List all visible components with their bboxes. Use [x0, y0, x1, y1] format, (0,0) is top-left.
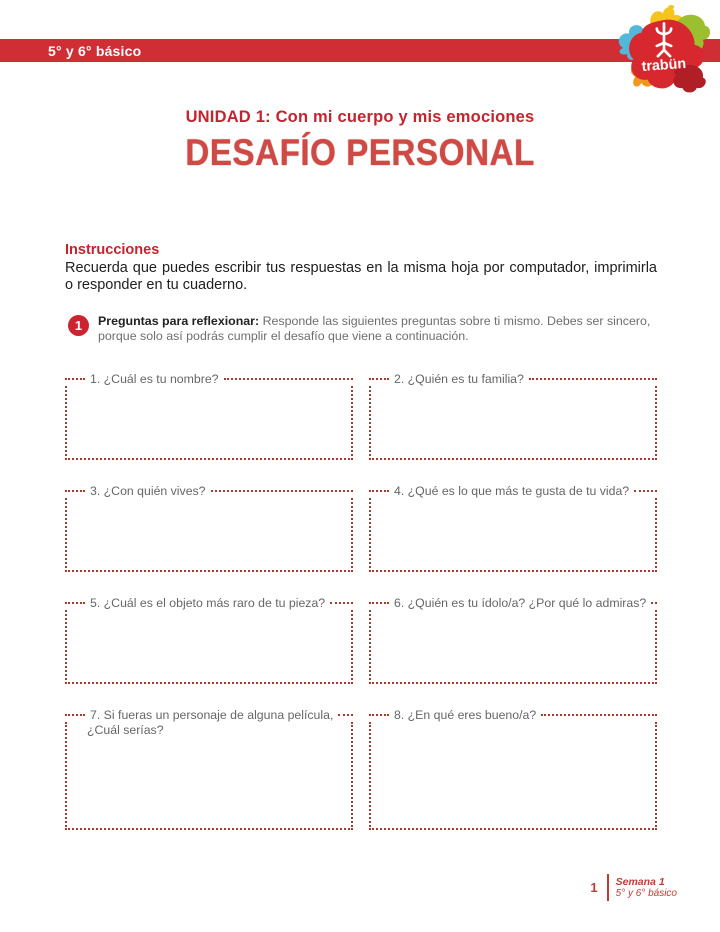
question-label: 7. Si fueras un personaje de alguna película,	[90, 708, 334, 722]
activity-number-badge: 1	[68, 315, 89, 336]
question-box-header	[65, 484, 353, 498]
page-title: DESAFÍO PERSONAL	[185, 132, 535, 173]
footer-week: Semana 1	[615, 875, 665, 888]
unit-number: UNIDAD 1:	[185, 108, 271, 126]
page-footer	[590, 874, 677, 901]
answer-area[interactable]	[369, 386, 657, 460]
activity-instructions: Responde las siguientes preguntas sobre ti mismo. Debes ser sincero, porque solo así podrás cumplir el desafío que viene a continuación.	[98, 314, 651, 343]
dotted-line-lead	[369, 378, 389, 380]
question-box-header	[369, 596, 657, 610]
questions-grid	[65, 372, 657, 830]
dotted-line-fill	[224, 378, 354, 380]
answer-area[interactable]	[65, 722, 353, 830]
answer-area[interactable]	[369, 498, 657, 572]
question-label: 4. ¿Qué es lo que más te gusta de tu vida?	[394, 484, 630, 498]
question-box	[65, 372, 353, 460]
answer-area[interactable]	[369, 610, 657, 684]
question-label-line2: ¿Cuál serías?	[87, 723, 164, 737]
grade-label: 5° y 6° básico	[48, 42, 142, 59]
question-box-header	[369, 708, 657, 722]
dotted-line-lead	[369, 602, 389, 604]
footer-grade: 5° y 6° básico	[615, 887, 677, 899]
question-label: 6. ¿Quién es tu ídolo/a? ¿Por qué lo admiras?	[394, 596, 647, 610]
question-box-header	[369, 484, 657, 498]
activity-description	[98, 314, 656, 344]
question-box-header	[369, 372, 657, 386]
question-box-header	[65, 372, 353, 386]
question-label: 1. ¿Cuál es tu nombre?	[90, 372, 219, 386]
answer-area[interactable]	[65, 498, 353, 572]
answer-area[interactable]	[369, 722, 657, 830]
question-box	[369, 484, 657, 572]
instructions-heading: Instrucciones	[65, 242, 160, 258]
question-box	[369, 708, 657, 830]
trabun-logo	[612, 4, 716, 96]
logo-wordmark: trabün	[641, 55, 687, 75]
question-label: 8. ¿En qué eres bueno/a?	[394, 708, 537, 722]
unit-title	[0, 108, 720, 127]
footer-meta	[616, 876, 677, 900]
question-label: 5. ¿Cuál es el objeto más raro de tu pieza?	[90, 596, 326, 610]
instructions-body: Recuerda que puedes escribir tus respuestas en la misma hoja por computador, imprimirla o responder en tu cuaderno.	[65, 260, 657, 293]
question-label: 3. ¿Con quién vives?	[90, 484, 206, 498]
activity-label: Preguntas para reflexionar:	[98, 314, 260, 328]
question-box-header	[65, 708, 353, 722]
instructions-section	[65, 242, 657, 294]
unit-name: Con mi cuerpo y mis emociones	[270, 108, 535, 126]
activity-header	[68, 314, 656, 344]
dotted-line-lead	[369, 714, 389, 716]
answer-area[interactable]	[65, 610, 353, 684]
dotted-line-fill	[651, 602, 657, 604]
dotted-line-lead	[369, 490, 389, 492]
answer-area[interactable]	[65, 386, 353, 460]
question-box	[65, 596, 353, 684]
paint-splash-icon	[612, 4, 716, 96]
dotted-line-fill	[211, 490, 353, 492]
dotted-line-fill	[541, 714, 657, 716]
question-box-header	[65, 596, 353, 610]
dotted-line-fill	[634, 490, 657, 492]
dotted-line-lead	[65, 490, 85, 492]
dotted-line-lead	[65, 378, 85, 380]
dotted-line-fill	[529, 378, 657, 380]
dotted-line-fill	[330, 602, 353, 604]
dotted-line-fill	[338, 714, 353, 716]
dotted-line-lead	[65, 602, 85, 604]
question-box	[369, 596, 657, 684]
dotted-line-lead	[65, 714, 85, 716]
page-number: 1	[590, 880, 598, 895]
question-label: 2. ¿Quién es tu familia?	[394, 372, 524, 386]
question-box	[65, 708, 353, 830]
question-box	[369, 372, 657, 460]
question-box	[65, 484, 353, 572]
footer-divider	[607, 874, 609, 901]
